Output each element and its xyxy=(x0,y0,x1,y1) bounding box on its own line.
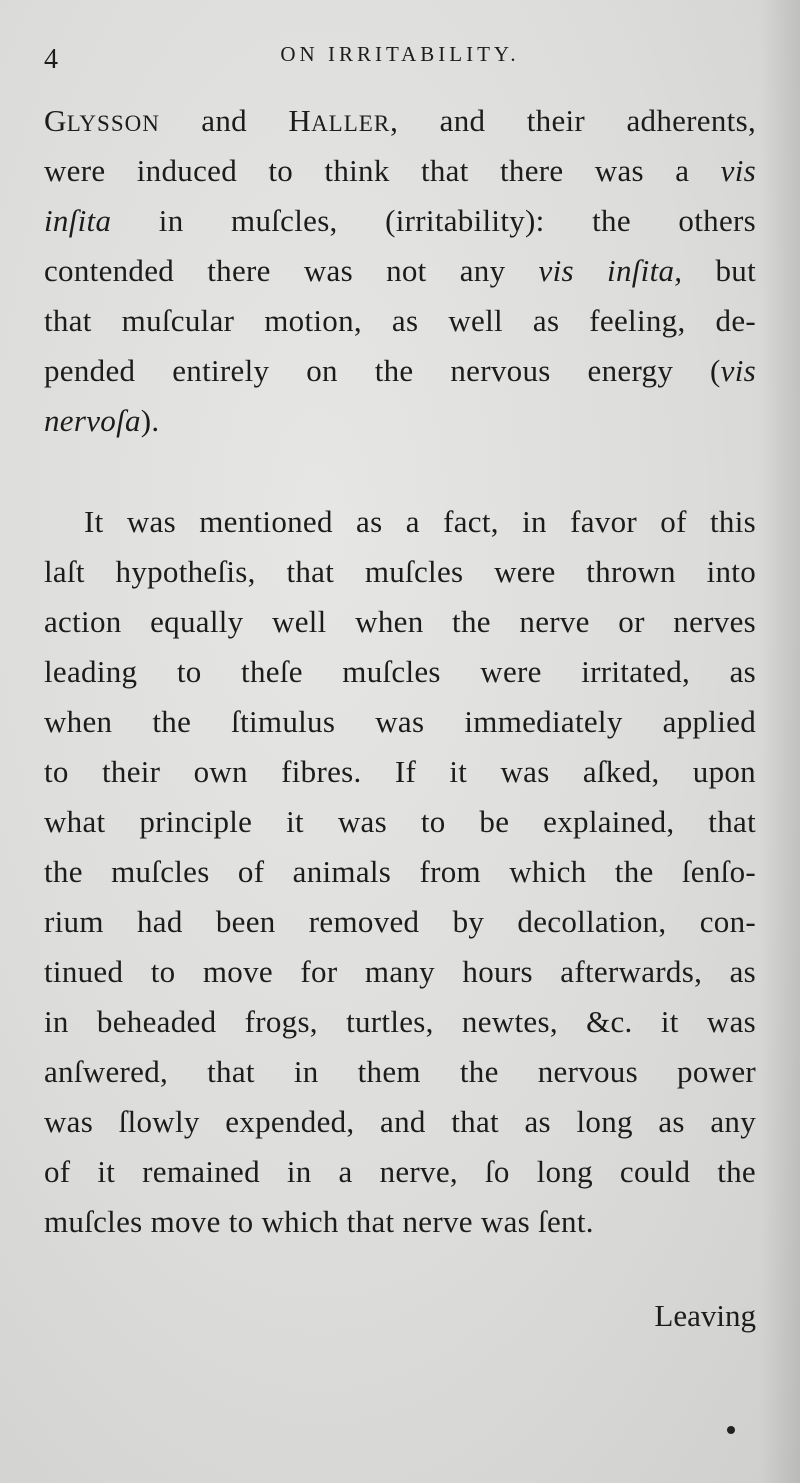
text-line: tinued to move for many hours afterwards, as xyxy=(44,954,756,989)
text-line: the muſcles of animals from which the ſenſo- xyxy=(44,854,756,889)
text-line: was ſlowly expended, and that as long as any xyxy=(44,1104,756,1139)
page-edge-shadow xyxy=(760,0,800,1483)
text-line: It was mentioned as a fact, in favor of this xyxy=(84,504,756,539)
text-line: GLYSSON and HALLER, and their adherents, xyxy=(44,103,756,138)
page-number: 4 xyxy=(44,44,58,75)
running-head: ON IRRITABILITY. xyxy=(280,42,520,66)
text-line: of it remained in a nerve, ſo long could the xyxy=(44,1154,756,1189)
paragraph-1 xyxy=(44,96,756,446)
text-line: rium had been removed by decollation, con- xyxy=(44,904,756,939)
text-line: were induced to think that there was a vis xyxy=(44,153,756,188)
text-line: contended there was not any vis inſita, but xyxy=(44,253,756,288)
text-line: that muſcular motion, as well as feeling, de- xyxy=(44,303,756,338)
text-line: in beheaded frogs, turtles, newtes, &c. it was xyxy=(44,1004,756,1039)
ink-speck xyxy=(727,1426,735,1434)
text-line: to their own fibres. If it was aſked, upon xyxy=(44,754,756,789)
text-line: laſt hypotheſis, that muſcles were thrown into xyxy=(44,554,756,589)
text-line: action equally well when the nerve or nerves xyxy=(44,604,756,639)
text-line: inſita in muſcles, (irritability): the others xyxy=(44,203,756,238)
page-header xyxy=(44,36,756,84)
text-line: leading to theſe muſcles were irritated, as xyxy=(44,654,756,689)
catchword: Leaving xyxy=(654,1298,756,1333)
text-line: muſcles move to which that nerve was ſent. xyxy=(44,1204,594,1239)
text-line: when the ſtimulus was immediately applied xyxy=(44,704,756,739)
text-line: what principle it was to be explained, that xyxy=(44,804,756,839)
paragraph-2 xyxy=(44,497,756,1247)
text-line: pended entirely on the nervous energy (vis xyxy=(44,353,756,388)
text-line: nervoſa). xyxy=(44,403,160,438)
text-line: anſwered, that in them the nervous power xyxy=(44,1054,756,1089)
